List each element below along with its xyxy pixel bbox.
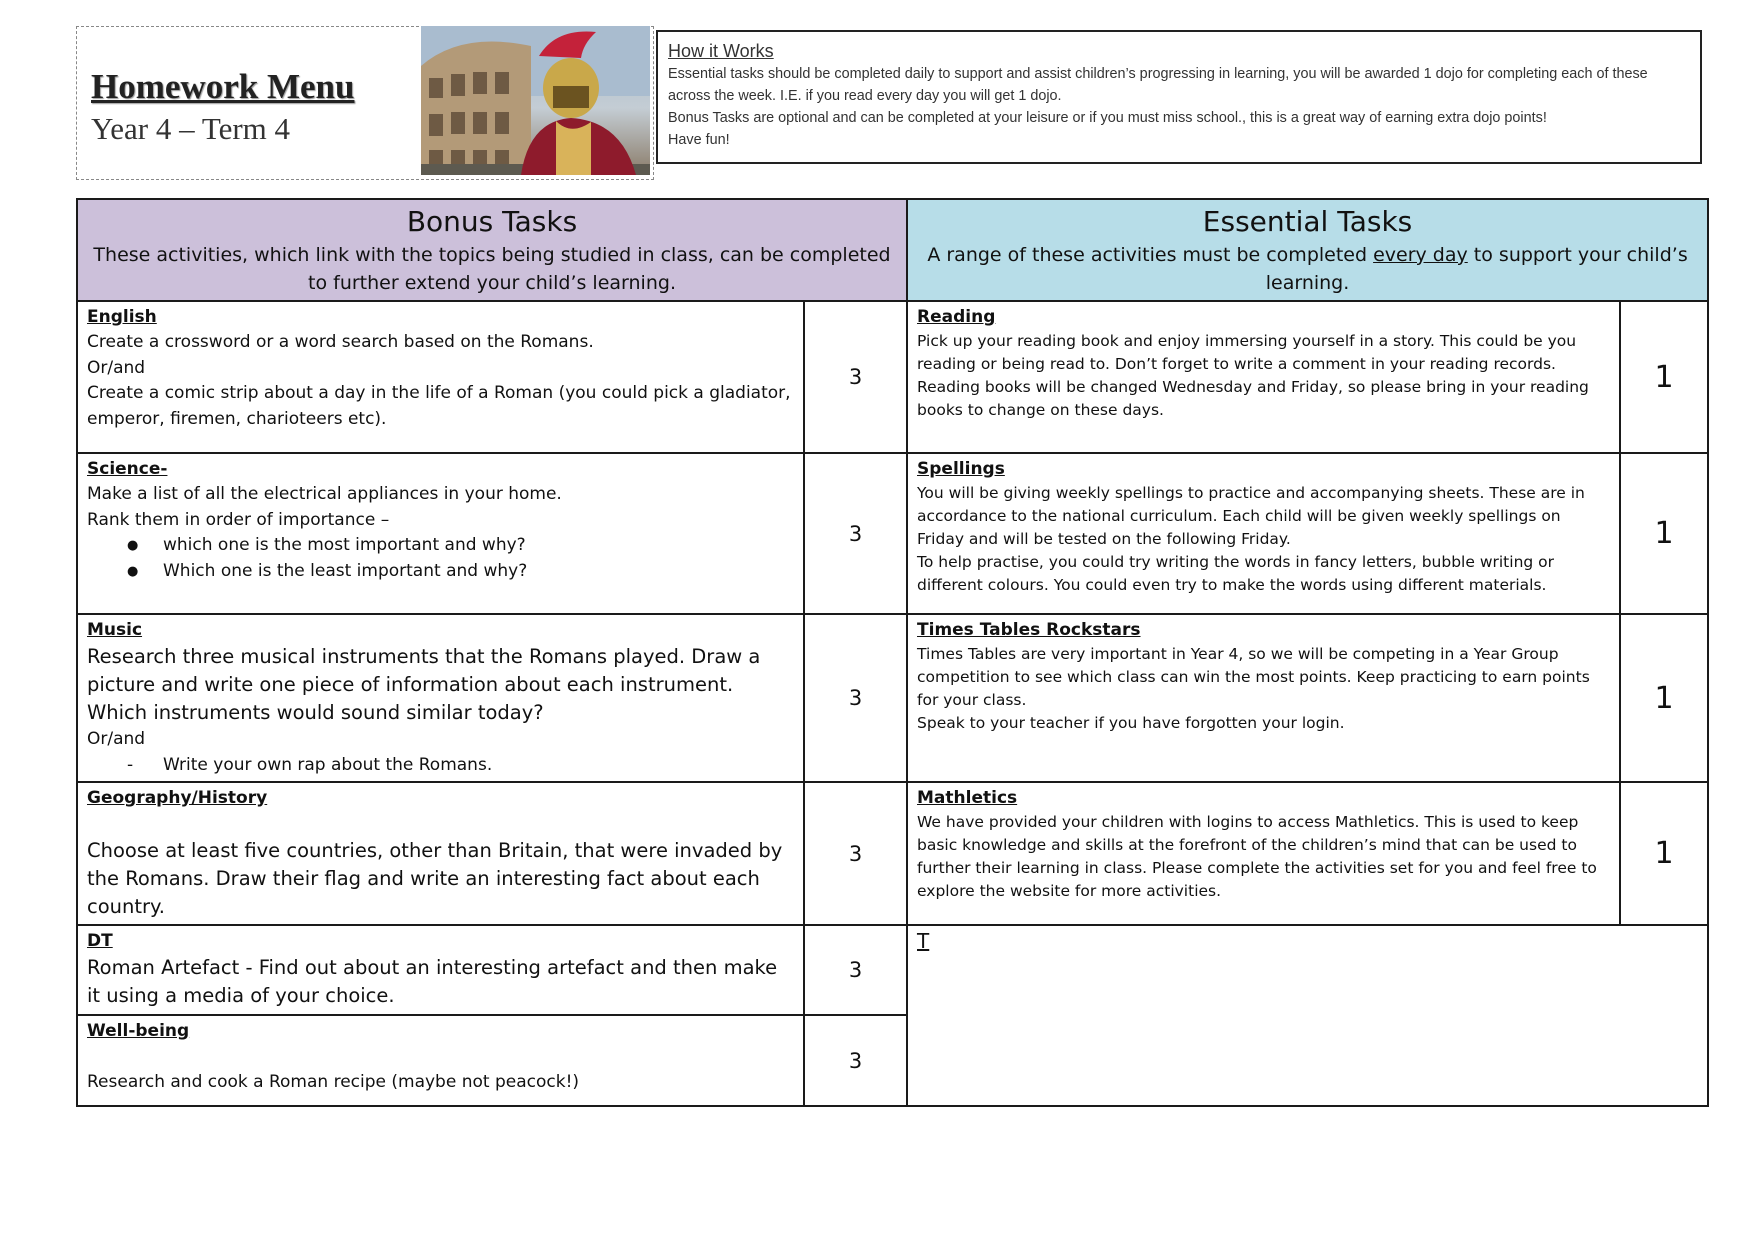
science-task [77, 453, 804, 614]
task-line: Or/and [87, 357, 146, 378]
essential-extra-cell [907, 925, 1708, 1106]
spellings-task [907, 453, 1620, 614]
bonus-tasks-header [77, 199, 907, 301]
music-points: 3 [804, 614, 907, 782]
science-bullets [127, 533, 794, 584]
well-being-points: 3 [804, 1015, 907, 1106]
homework-menu-table [76, 198, 1709, 1107]
reading-task [907, 301, 1620, 453]
task-line: Times Tables are very important in Year 4, so we will be competing in a Year Group competition to see which class can win the most points. Keep practicing to earn points for your class. [917, 645, 1590, 709]
science-subject: Science- [87, 459, 168, 479]
mathletics-points: 1 [1620, 782, 1708, 925]
list-item: ● Which one is the least important and why? [127, 559, 794, 585]
mathletics-task [907, 782, 1620, 925]
bonus-tasks-description: These activities, which link with the topics being studied in class, can be completed to further extend your child’s learning. [93, 244, 891, 294]
dt-points: 3 [804, 925, 907, 1015]
times-tables-rockstars-points: 1 [1620, 614, 1708, 782]
reading-points: 1 [1620, 301, 1708, 453]
reading-subject: Reading [917, 307, 996, 327]
geography-history-task [77, 782, 804, 925]
essential-tasks-title: Essential Tasks [1202, 205, 1413, 238]
times-tables-rockstars-subject: Times Tables Rockstars [917, 620, 1141, 640]
music-bullets [127, 753, 794, 779]
bonus-tasks-title: Bonus Tasks [406, 205, 578, 238]
task-line: You will be giving weekly spellings to practice and accompanying sheets. These are in accordance to the national curriculum. Each child will be given weekly spellings on Friday and will be tested on the following Friday. [917, 484, 1585, 548]
essential-tasks-description: A range of these activities must be completed every day to support your child’s learning. [927, 244, 1688, 294]
geography-history-points: 3 [804, 782, 907, 925]
mathletics-subject: Mathletics [917, 788, 1018, 808]
geography-history-subject: Geography/History [87, 788, 268, 808]
well-being-subject: Well-being [87, 1021, 190, 1041]
times-tables-rockstars-task [907, 614, 1620, 782]
spellings-subject: Spellings [917, 459, 1005, 479]
how-it-works-line: Essential tasks should be completed daily to support and assist children’s progressing in learning, you will be awarded 1 dojo for completing each of these across the week. I.E. if you read every day you will get 1 dojo. [668, 66, 1648, 104]
task-line: Create a crossword or a word search based on the Romans. [87, 332, 594, 352]
task-line: We have provided your children with logins to access Mathletics. This is used to keep basic knowledge and skills at the forefront of the children’s mind that can be used to further their learning in class. Please complete the activities set for you and feel free to explore the website for more activities. [917, 813, 1597, 900]
english-subject: English [87, 307, 157, 327]
roman-colosseum-soldier-picture [421, 26, 650, 175]
list-item: - Write your own rap about the Romans. [127, 753, 794, 779]
how-it-works-line: Have fun! [668, 132, 730, 148]
task-line: Speak to your teacher if you have forgotten your login. [917, 714, 1345, 732]
how-it-works-heading: How it Works [668, 41, 774, 61]
dt-subject: DT [87, 931, 113, 951]
task-line: Research three musical instruments that the Romans played. Draw a picture and write one piece of information about each instrument. Which instruments would sound similar today? [87, 645, 761, 724]
task-line: Or/and [87, 729, 146, 749]
spellings-points: 1 [1620, 453, 1708, 614]
english-points: 3 [804, 301, 907, 453]
task-line: To help practise, you could try writing the words in fancy letters, bubble writing or different colours. You could even try to make the words using different materials. [917, 553, 1555, 594]
dt-task [77, 925, 804, 1015]
essential-tasks-header [907, 199, 1708, 301]
english-task [77, 301, 804, 453]
list-item: ● which one is the most important and why? [127, 533, 794, 559]
extra-letter: T [917, 929, 930, 953]
well-being-task [77, 1015, 804, 1106]
music-subject: Music [87, 620, 143, 640]
document-title: Homework Menu [91, 67, 355, 106]
document-subtitle: Year 4 – Term 4 [91, 111, 291, 146]
task-line: Pick up your reading book and enjoy immersing yourself in a story. This could be you reading or being read to. Don’t forget to write a comment in your reading records. Reading books will be changed Wednesday and Friday, so please bring in your reading books to change on these days. [917, 332, 1589, 419]
how-it-works-box [656, 30, 1702, 164]
task-line: Make a list of all the electrical appliances in your home. [87, 484, 562, 504]
science-points: 3 [804, 453, 907, 614]
music-task [77, 614, 804, 782]
task-line: Rank them in order of importance – [87, 509, 390, 530]
task-line: Research and cook a Roman recipe (maybe not peacock!) [87, 1072, 580, 1092]
task-line: Create a comic strip about a day in the life of a Roman (you could pick a gladiator, emperor, firemen, charioteers etc). [87, 383, 791, 429]
task-line: Choose at least five countries, other than Britain, that were invaded by the Romans. Draw their flag and write an interesting fact about each country. [87, 839, 783, 918]
task-line: Roman Artefact - Find out about an interesting artefact and then make it using a media of your choice. [87, 956, 778, 1007]
how-it-works-line: Bonus Tasks are optional and can be completed at your leisure or if you must miss school., this is a great way of earning extra dojo points! [668, 110, 1547, 126]
